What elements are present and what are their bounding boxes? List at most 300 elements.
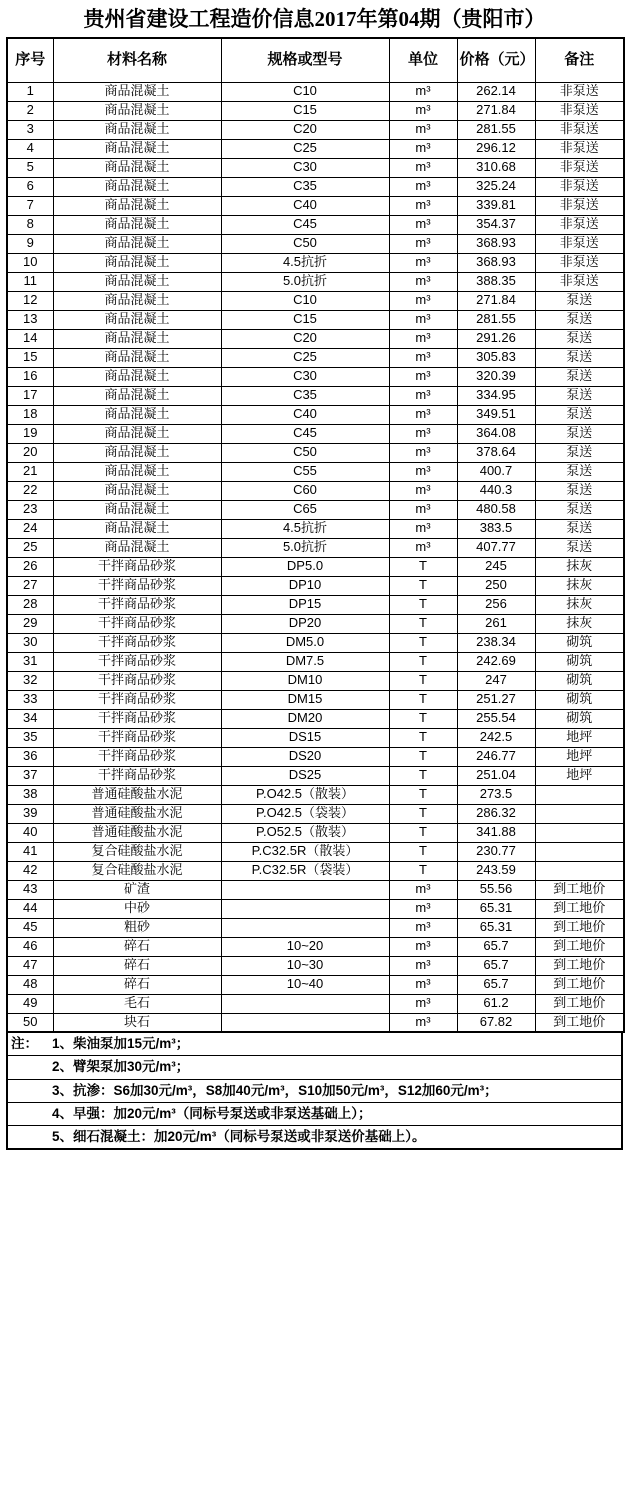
cell-index: 9	[7, 234, 53, 253]
table-row	[7, 82, 624, 101]
cell-remark	[535, 823, 624, 842]
cell-unit: m³	[389, 538, 457, 557]
table-row	[7, 785, 624, 804]
cell-remark: 泵送	[535, 405, 624, 424]
cell-unit: m³	[389, 120, 457, 139]
cell-remark: 砌筑	[535, 633, 624, 652]
cell-index: 5	[7, 158, 53, 177]
cell-unit: T	[389, 861, 457, 880]
cell-remark: 地坪	[535, 766, 624, 785]
cell-index: 20	[7, 443, 53, 462]
cell-index: 10	[7, 253, 53, 272]
column-header-spec: 规格或型号	[221, 38, 389, 82]
cell-spec: 10~20	[221, 937, 389, 956]
cell-unit: T	[389, 766, 457, 785]
cell-remark: 到工地价	[535, 937, 624, 956]
cell-price: 354.37	[457, 215, 535, 234]
cell-spec	[221, 880, 389, 899]
cell-unit: m³	[389, 918, 457, 937]
cell-material-name: 块石	[53, 1013, 221, 1032]
table-row	[7, 310, 624, 329]
note-row	[8, 1033, 621, 1056]
cell-unit: m³	[389, 177, 457, 196]
table-row	[7, 576, 624, 595]
cell-index: 24	[7, 519, 53, 538]
cell-index: 29	[7, 614, 53, 633]
cell-index: 41	[7, 842, 53, 861]
cell-material-name: 干拌商品砂浆	[53, 671, 221, 690]
note-text: 3、抗渗：S6加30元/m³，S8加40元/m³，S10加50元/m³，S12加60元/m³；	[52, 1082, 498, 1098]
cell-index: 22	[7, 481, 53, 500]
cell-index: 46	[7, 937, 53, 956]
cell-index: 47	[7, 956, 53, 975]
cell-spec	[221, 994, 389, 1013]
cell-spec: C15	[221, 101, 389, 120]
cell-price: 247	[457, 671, 535, 690]
cell-unit: T	[389, 576, 457, 595]
cell-remark: 泵送	[535, 443, 624, 462]
table-row	[7, 253, 624, 272]
cell-price: 251.04	[457, 766, 535, 785]
cell-material-name: 干拌商品砂浆	[53, 633, 221, 652]
cell-price: 334.95	[457, 386, 535, 405]
cell-index: 12	[7, 291, 53, 310]
cell-unit: m³	[389, 386, 457, 405]
cell-unit: T	[389, 652, 457, 671]
cell-index: 7	[7, 196, 53, 215]
column-header-index: 序号	[7, 38, 53, 82]
table-row	[7, 234, 624, 253]
cell-spec: 4.5抗折	[221, 519, 389, 538]
cell-index: 18	[7, 405, 53, 424]
cell-spec: C15	[221, 310, 389, 329]
cell-price: 320.39	[457, 367, 535, 386]
cell-remark: 泵送	[535, 500, 624, 519]
table-row	[7, 443, 624, 462]
cell-unit: m³	[389, 215, 457, 234]
table-row	[7, 481, 624, 500]
cell-price: 67.82	[457, 1013, 535, 1032]
cell-spec: C40	[221, 196, 389, 215]
table-row	[7, 348, 624, 367]
cell-material-name: 碎石	[53, 937, 221, 956]
cell-spec: C20	[221, 329, 389, 348]
table-row	[7, 975, 624, 994]
cell-price: 261	[457, 614, 535, 633]
cell-spec: 5.0抗折	[221, 272, 389, 291]
cell-remark: 非泵送	[535, 101, 624, 120]
table-row	[7, 120, 624, 139]
table-row	[7, 671, 624, 690]
table-row	[7, 1013, 624, 1032]
table-row	[7, 405, 624, 424]
cell-index: 32	[7, 671, 53, 690]
table-row	[7, 690, 624, 709]
cell-spec: P.C32.5R（袋装）	[221, 861, 389, 880]
table-row	[7, 709, 624, 728]
cell-material-name: 商品混凝土	[53, 272, 221, 291]
cell-remark: 泵送	[535, 310, 624, 329]
cell-price: 364.08	[457, 424, 535, 443]
cell-unit: m³	[389, 196, 457, 215]
table-row	[7, 728, 624, 747]
cell-material-name: 粗砂	[53, 918, 221, 937]
cell-spec: C30	[221, 158, 389, 177]
cell-price: 286.32	[457, 804, 535, 823]
note-row	[8, 1080, 621, 1103]
cell-remark: 非泵送	[535, 234, 624, 253]
cell-spec: DM5.0	[221, 633, 389, 652]
cell-remark: 砌筑	[535, 671, 624, 690]
cell-price: 296.12	[457, 139, 535, 158]
cell-material-name: 商品混凝土	[53, 310, 221, 329]
cell-spec: DM7.5	[221, 652, 389, 671]
note-text: 5、细石混凝土：加20元/m³（同标号泵送或非泵送价基础上）。	[52, 1128, 426, 1144]
table-row	[7, 937, 624, 956]
cell-price: 65.31	[457, 918, 535, 937]
cell-index: 13	[7, 310, 53, 329]
cell-spec: C35	[221, 386, 389, 405]
cell-unit: T	[389, 690, 457, 709]
cell-price: 325.24	[457, 177, 535, 196]
table-row	[7, 519, 624, 538]
cell-index: 31	[7, 652, 53, 671]
column-header-price: 价格（元）	[457, 38, 535, 82]
cell-material-name: 商品混凝土	[53, 481, 221, 500]
cell-index: 39	[7, 804, 53, 823]
table-body	[7, 82, 624, 1032]
cell-index: 15	[7, 348, 53, 367]
cell-price: 310.68	[457, 158, 535, 177]
cell-spec: C45	[221, 424, 389, 443]
table-row	[7, 804, 624, 823]
cell-material-name: 商品混凝土	[53, 367, 221, 386]
cell-unit: T	[389, 557, 457, 576]
cell-spec: C35	[221, 177, 389, 196]
cell-material-name: 商品混凝土	[53, 538, 221, 557]
table-row	[7, 766, 624, 785]
cell-unit: T	[389, 785, 457, 804]
table-row	[7, 823, 624, 842]
cell-material-name: 碎石	[53, 956, 221, 975]
cell-remark: 地坪	[535, 747, 624, 766]
cell-spec: P.O42.5（袋装）	[221, 804, 389, 823]
cell-material-name: 干拌商品砂浆	[53, 652, 221, 671]
cell-remark: 到工地价	[535, 994, 624, 1013]
cell-index: 34	[7, 709, 53, 728]
cell-remark: 抹灰	[535, 595, 624, 614]
cell-remark: 砌筑	[535, 652, 624, 671]
cell-index: 21	[7, 462, 53, 481]
cell-index: 14	[7, 329, 53, 348]
cell-remark: 泵送	[535, 348, 624, 367]
cell-price: 368.93	[457, 253, 535, 272]
cell-index: 48	[7, 975, 53, 994]
cell-material-name: 干拌商品砂浆	[53, 690, 221, 709]
cell-material-name: 中砂	[53, 899, 221, 918]
cell-index: 11	[7, 272, 53, 291]
cell-price: 349.51	[457, 405, 535, 424]
cell-price: 273.5	[457, 785, 535, 804]
cell-material-name: 商品混凝土	[53, 443, 221, 462]
cell-remark: 到工地价	[535, 956, 624, 975]
cell-unit: m³	[389, 158, 457, 177]
cell-spec: 4.5抗折	[221, 253, 389, 272]
cell-price: 271.84	[457, 101, 535, 120]
cell-remark: 非泵送	[535, 82, 624, 101]
material-price-table	[6, 37, 625, 1033]
table-row	[7, 329, 624, 348]
note-row	[8, 1126, 621, 1148]
cell-index: 17	[7, 386, 53, 405]
cell-unit: m³	[389, 975, 457, 994]
cell-unit: m³	[389, 82, 457, 101]
cell-material-name: 干拌商品砂浆	[53, 766, 221, 785]
table-row	[7, 367, 624, 386]
cell-unit: m³	[389, 348, 457, 367]
cell-spec: C50	[221, 234, 389, 253]
cell-remark: 泵送	[535, 386, 624, 405]
cell-index: 36	[7, 747, 53, 766]
cell-remark	[535, 785, 624, 804]
cell-index: 33	[7, 690, 53, 709]
cell-spec: DP20	[221, 614, 389, 633]
cell-material-name: 普通硅酸盐水泥	[53, 785, 221, 804]
cell-remark: 到工地价	[535, 975, 624, 994]
cell-material-name: 商品混凝土	[53, 253, 221, 272]
cell-material-name: 复合硅酸盐水泥	[53, 861, 221, 880]
cell-price: 271.84	[457, 291, 535, 310]
cell-price: 238.34	[457, 633, 535, 652]
cell-material-name: 碎石	[53, 975, 221, 994]
note-label	[8, 1080, 52, 1102]
cell-unit: m³	[389, 1013, 457, 1032]
cell-price: 368.93	[457, 234, 535, 253]
cell-unit: T	[389, 671, 457, 690]
column-header-unit: 单位	[389, 38, 457, 82]
note-label	[8, 1126, 52, 1148]
cell-remark: 到工地价	[535, 1013, 624, 1032]
cell-unit: m³	[389, 291, 457, 310]
column-header-material-name: 材料名称	[53, 38, 221, 82]
cell-unit: T	[389, 842, 457, 861]
cell-spec: DM10	[221, 671, 389, 690]
cell-price: 407.77	[457, 538, 535, 557]
cell-price: 55.56	[457, 880, 535, 899]
cell-index: 19	[7, 424, 53, 443]
cell-spec: DM15	[221, 690, 389, 709]
cell-remark: 泵送	[535, 538, 624, 557]
cell-price: 400.7	[457, 462, 535, 481]
cell-unit: m³	[389, 405, 457, 424]
cell-material-name: 商品混凝土	[53, 234, 221, 253]
cell-price: 65.31	[457, 899, 535, 918]
cell-material-name: 商品混凝土	[53, 462, 221, 481]
cell-unit: m³	[389, 899, 457, 918]
cell-remark: 泵送	[535, 367, 624, 386]
cell-material-name: 干拌商品砂浆	[53, 614, 221, 633]
cell-material-name: 商品混凝土	[53, 177, 221, 196]
cell-index: 44	[7, 899, 53, 918]
cell-unit: T	[389, 823, 457, 842]
cell-spec: DP10	[221, 576, 389, 595]
cell-unit: m³	[389, 424, 457, 443]
table-row	[7, 633, 624, 652]
cell-material-name: 普通硅酸盐水泥	[53, 823, 221, 842]
cell-index: 23	[7, 500, 53, 519]
cell-price: 281.55	[457, 310, 535, 329]
cell-unit: T	[389, 709, 457, 728]
cell-price: 255.54	[457, 709, 535, 728]
cell-price: 281.55	[457, 120, 535, 139]
cell-spec: DP15	[221, 595, 389, 614]
cell-price: 251.27	[457, 690, 535, 709]
cell-remark: 泵送	[535, 291, 624, 310]
cell-unit: m³	[389, 139, 457, 158]
note-text: 1、柴油泵加15元/m³；	[52, 1036, 190, 1052]
cell-price: 61.2	[457, 994, 535, 1013]
note-text: 4、早强：加20元/m³（同标号泵送或非泵送基础上）；	[52, 1105, 372, 1121]
cell-unit: m³	[389, 310, 457, 329]
cell-material-name: 商品混凝土	[53, 519, 221, 538]
cell-price: 480.58	[457, 500, 535, 519]
table-header-row	[7, 38, 624, 82]
cell-price: 388.35	[457, 272, 535, 291]
cell-spec: P.C32.5R（散装）	[221, 842, 389, 861]
cell-unit: m³	[389, 253, 457, 272]
note-row	[8, 1103, 621, 1126]
cell-spec: C30	[221, 367, 389, 386]
cell-index: 25	[7, 538, 53, 557]
cell-spec: DS25	[221, 766, 389, 785]
cell-spec	[221, 899, 389, 918]
cell-unit: T	[389, 633, 457, 652]
cell-spec: P.O52.5（散装）	[221, 823, 389, 842]
table-row	[7, 177, 624, 196]
table-row	[7, 747, 624, 766]
cell-price: 243.59	[457, 861, 535, 880]
cell-price: 65.7	[457, 975, 535, 994]
cell-material-name: 商品混凝土	[53, 82, 221, 101]
cell-spec: C25	[221, 139, 389, 158]
cell-spec: C10	[221, 82, 389, 101]
table-row	[7, 500, 624, 519]
cell-unit: m³	[389, 443, 457, 462]
cell-index: 6	[7, 177, 53, 196]
table-row	[7, 880, 624, 899]
cell-remark: 抹灰	[535, 614, 624, 633]
cell-remark: 到工地价	[535, 880, 624, 899]
table-row	[7, 861, 624, 880]
cell-unit: T	[389, 747, 457, 766]
cell-spec: C45	[221, 215, 389, 234]
cell-remark: 泵送	[535, 329, 624, 348]
cell-price: 291.26	[457, 329, 535, 348]
cell-index: 42	[7, 861, 53, 880]
cell-remark: 非泵送	[535, 139, 624, 158]
cell-remark: 非泵送	[535, 215, 624, 234]
cell-remark: 泵送	[535, 481, 624, 500]
cell-spec: C20	[221, 120, 389, 139]
cell-material-name: 商品混凝土	[53, 139, 221, 158]
note-label	[8, 1103, 52, 1125]
cell-unit: m³	[389, 994, 457, 1013]
cell-price: 256	[457, 595, 535, 614]
note-text: 2、臂架泵加30元/m³；	[52, 1059, 190, 1075]
cell-material-name: 干拌商品砂浆	[53, 576, 221, 595]
cell-spec: C60	[221, 481, 389, 500]
column-header-remark: 备注	[535, 38, 624, 82]
cell-spec: C25	[221, 348, 389, 367]
cell-price: 305.83	[457, 348, 535, 367]
table-row	[7, 842, 624, 861]
cell-index: 4	[7, 139, 53, 158]
cell-index: 30	[7, 633, 53, 652]
cell-spec: P.O42.5（散装）	[221, 785, 389, 804]
table-row	[7, 196, 624, 215]
cell-unit: T	[389, 728, 457, 747]
cell-spec: DS20	[221, 747, 389, 766]
cell-unit: m³	[389, 234, 457, 253]
cell-material-name: 毛石	[53, 994, 221, 1013]
cell-price: 65.7	[457, 956, 535, 975]
notes-block	[6, 1033, 623, 1150]
cell-spec: 5.0抗折	[221, 538, 389, 557]
table-row	[7, 139, 624, 158]
table-row	[7, 956, 624, 975]
cell-material-name: 商品混凝土	[53, 215, 221, 234]
cell-price: 440.3	[457, 481, 535, 500]
table-row	[7, 994, 624, 1013]
cell-index: 50	[7, 1013, 53, 1032]
cell-index: 45	[7, 918, 53, 937]
cell-spec: 10~30	[221, 956, 389, 975]
cell-price: 250	[457, 576, 535, 595]
table-row	[7, 215, 624, 234]
cell-index: 2	[7, 101, 53, 120]
cell-remark: 到工地价	[535, 899, 624, 918]
cell-unit: m³	[389, 481, 457, 500]
cell-remark: 非泵送	[535, 120, 624, 139]
cell-material-name: 干拌商品砂浆	[53, 728, 221, 747]
cell-price: 242.69	[457, 652, 535, 671]
table-row	[7, 462, 624, 481]
table-row	[7, 918, 624, 937]
cell-spec: 10~40	[221, 975, 389, 994]
cell-remark: 砌筑	[535, 690, 624, 709]
cell-index: 1	[7, 82, 53, 101]
cell-spec: C10	[221, 291, 389, 310]
table-row	[7, 899, 624, 918]
table-row	[7, 158, 624, 177]
cell-index: 27	[7, 576, 53, 595]
cell-material-name: 商品混凝土	[53, 196, 221, 215]
note-label	[8, 1056, 52, 1078]
table-row	[7, 614, 624, 633]
cell-index: 38	[7, 785, 53, 804]
cell-material-name: 商品混凝土	[53, 329, 221, 348]
cell-remark: 地坪	[535, 728, 624, 747]
cell-price: 230.77	[457, 842, 535, 861]
cell-spec	[221, 918, 389, 937]
cell-spec: C55	[221, 462, 389, 481]
cell-unit: m³	[389, 367, 457, 386]
cell-material-name: 干拌商品砂浆	[53, 557, 221, 576]
cell-unit: m³	[389, 462, 457, 481]
cell-remark: 非泵送	[535, 196, 624, 215]
cell-unit: m³	[389, 329, 457, 348]
cell-spec: C50	[221, 443, 389, 462]
